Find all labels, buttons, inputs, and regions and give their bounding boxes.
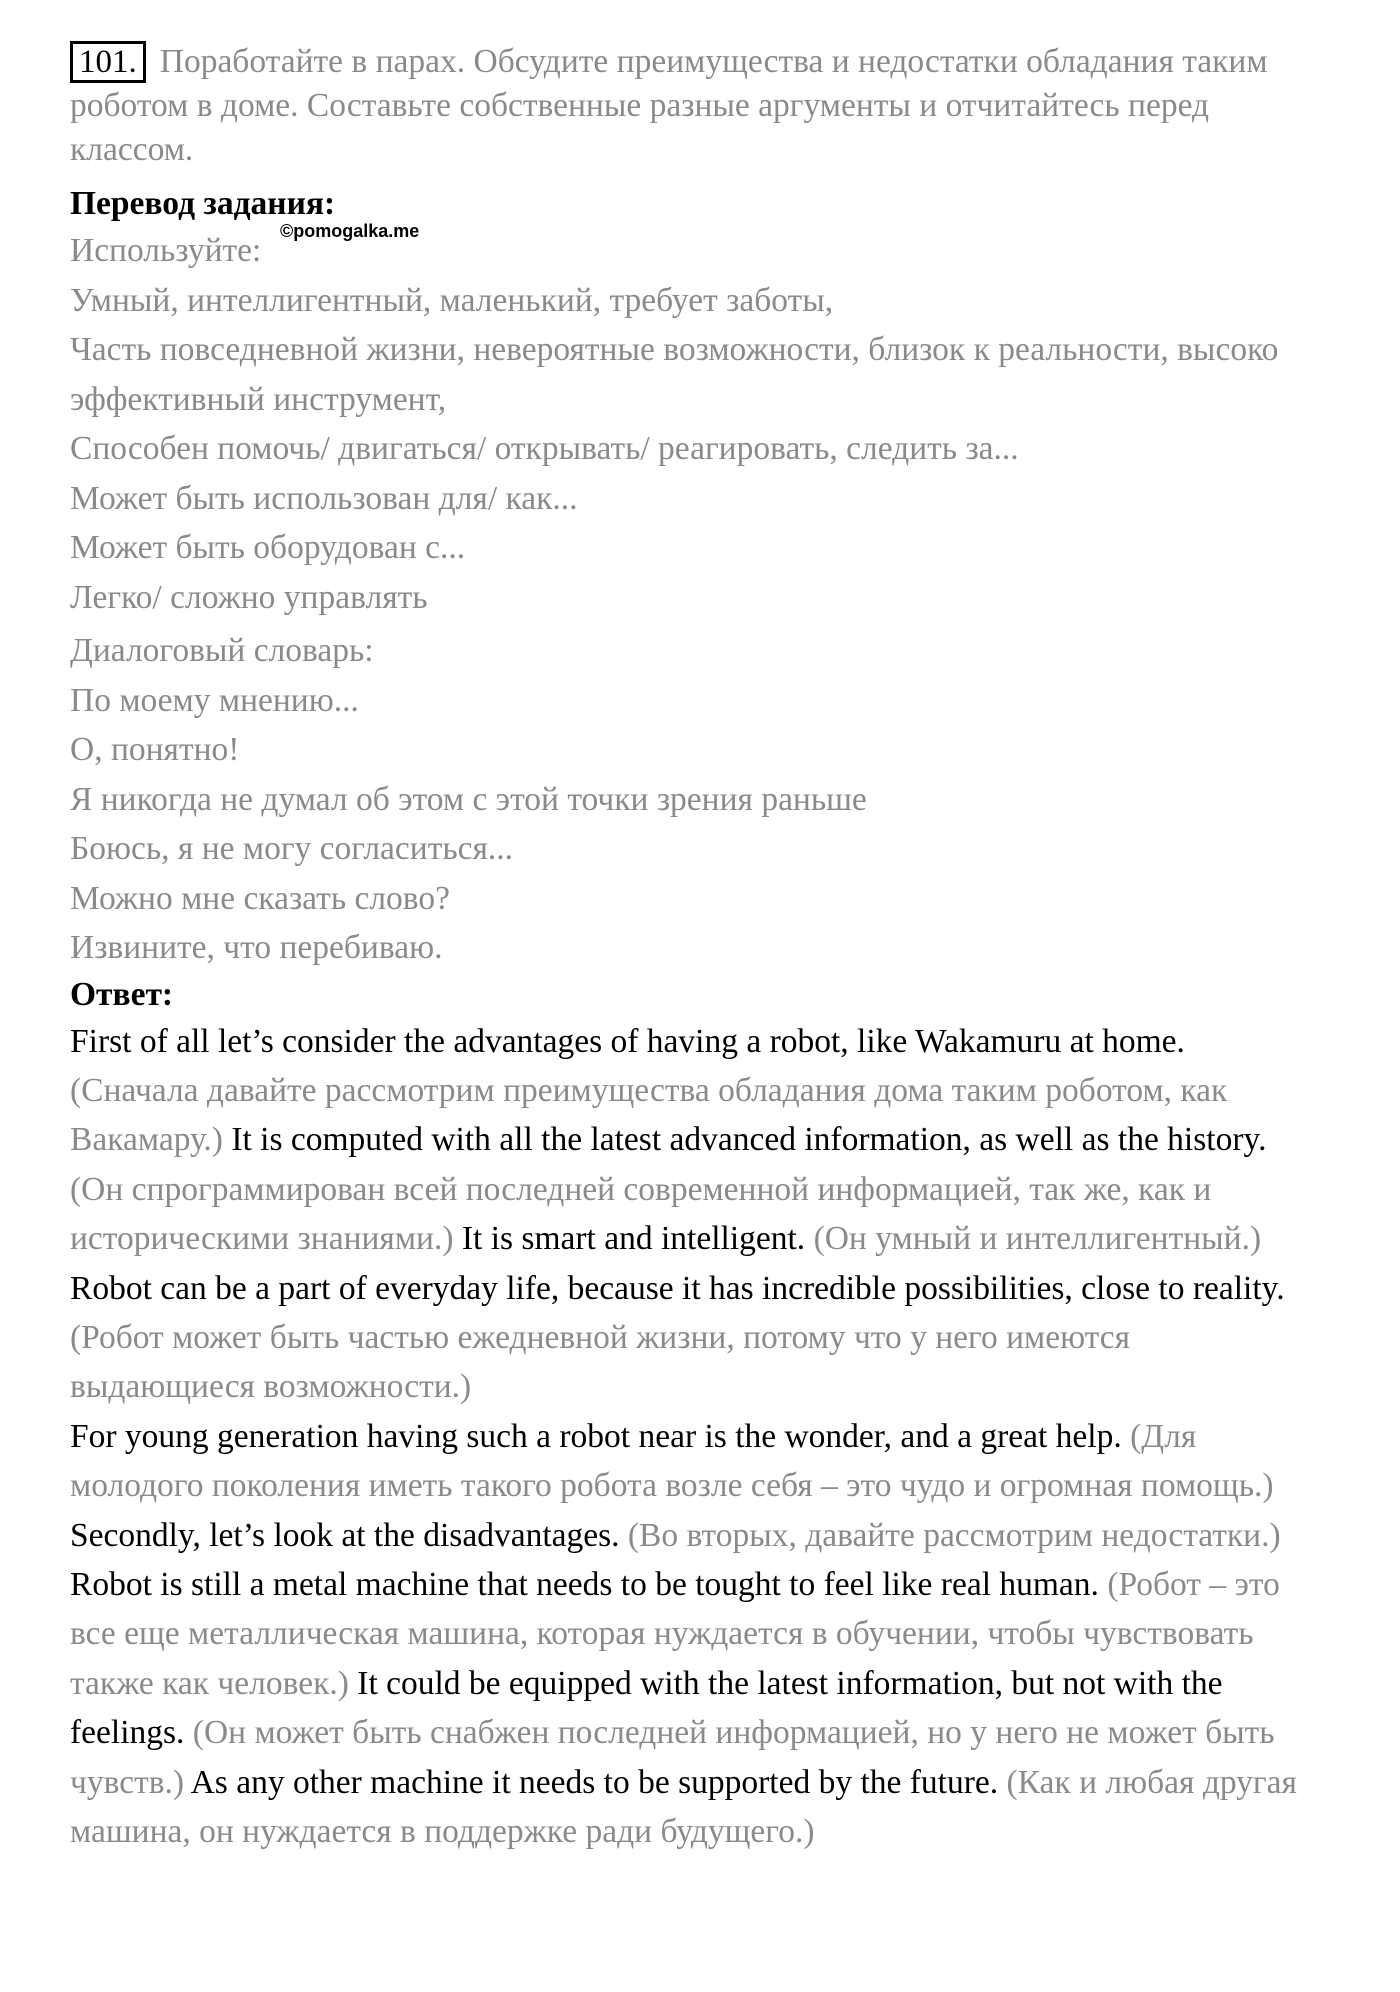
- answer-en: Robot is still a metal machine that needs to be tought to feel like real human.: [70, 1565, 1099, 1603]
- answer-ru: (Робот может быть частью ежедневной жизни, потому что у него имеются выдающиеся возможности.): [70, 1318, 1130, 1406]
- vocab-line: Можно мне сказать слово?: [70, 879, 451, 917]
- vocab-line: Может быть использован для/ как...: [70, 479, 578, 517]
- vocab-line: По моему мнению...: [70, 681, 359, 719]
- vocab-line: Может быть оборудован с...: [70, 529, 466, 566]
- answer-heading: Ответ:: [70, 975, 174, 1013]
- answer-ru: (Робот – это все еще металлическая машина, которая нуждается в обучении, чтобы чувствовать также как человек.): [70, 1565, 1280, 1702]
- dialogue-vocab-heading: Диалоговый словарь:: [70, 632, 374, 669]
- vocab-line: Способен помочь/ двигаться/ открывать/ реагировать, следить за...: [70, 430, 1019, 467]
- answer-ru: (Сначала давайте рассмотрим преимущества обладания дома таким роботом, как Вакамару.): [70, 1071, 1228, 1159]
- answer-ru: (Для молодого поколения иметь такого робота возле себя – это чудо и огромная помощь.): [70, 1417, 1274, 1505]
- translation-heading: Перевод задания:: [70, 185, 336, 222]
- vocab-line: Я никогда не думал об этом с этой точки зрения раньше: [70, 780, 867, 818]
- answer-en: For young generation having such a robot near is the wonder, and a great help.: [70, 1417, 1122, 1455]
- answer-en: Secondly, let’s look at the disadvantages.: [70, 1516, 620, 1554]
- answer-en: It is computed with all the latest advanced information, as well as the history.: [231, 1121, 1267, 1159]
- document-page: [70, 40, 1320, 1856]
- task-paragraph: [70, 40, 1320, 172]
- vocab-line: Умный, интеллигентный, маленький, требует заботы,: [70, 281, 834, 319]
- vocab-line-use: Используйте: ©pomogalka.me: [70, 221, 420, 269]
- answer-ru: (Он умный и интеллигентный.): [813, 1220, 1262, 1258]
- answer-paragraph-advantages: [70, 1017, 1320, 1412]
- answer-en: It could be equipped with the latest information, but not with the feelings.: [70, 1664, 1223, 1752]
- vocab-line: Боюсь, я не могу согласиться...: [70, 830, 514, 867]
- vocab-line: Легко/ сложно управлять: [70, 578, 428, 616]
- answer-en: First of all let’s consider the advantages of having a robot, like Wakamuru at home.: [70, 1022, 1185, 1060]
- answer-en: As any other machine it needs to be supported by the future.: [190, 1763, 999, 1801]
- answer-paragraph-young-generation: [70, 1412, 1320, 1511]
- vocab-line: Извините, что перебиваю.: [70, 929, 443, 966]
- answer-en: Robot can be a part of everyday life, because it has incredible possibilities, close to reality.: [70, 1269, 1285, 1307]
- answer-ru: (Он спрограммирован всей последней современной информацией, так же, как и историческими знаниями.): [70, 1170, 1212, 1258]
- answer-ru: (Во вторых, давайте рассмотрим недостатки.): [627, 1516, 1281, 1554]
- answer-en: It is smart and intelligent.: [461, 1220, 806, 1258]
- vocab-line: О, понятно!: [70, 731, 240, 768]
- task-text: Поработайте в парах. Обсудите преимущества и недостатки обладания таким роботом в доме. Составьте собственные разные аргументы и отчитайтесь перед классом.: [70, 43, 1268, 168]
- answer-ru: (Как и любая другая машина, он нуждается в поддержке ради будущего.): [70, 1763, 1297, 1850]
- task-number: 101.: [70, 41, 146, 83]
- vocab-list: [70, 221, 1320, 973]
- answer-ru: (Он может быть снабжен последней информацией, но у него не может быть чувств.): [70, 1714, 1275, 1801]
- answer-paragraph-disadvantages: [70, 1511, 1320, 1857]
- watermark: ©pomogalka.me: [280, 221, 420, 241]
- vocab-line: Часть повседневной жизни, невероятные возможности, близок к реальности, высоко эффективный инструмент,: [70, 331, 1279, 418]
